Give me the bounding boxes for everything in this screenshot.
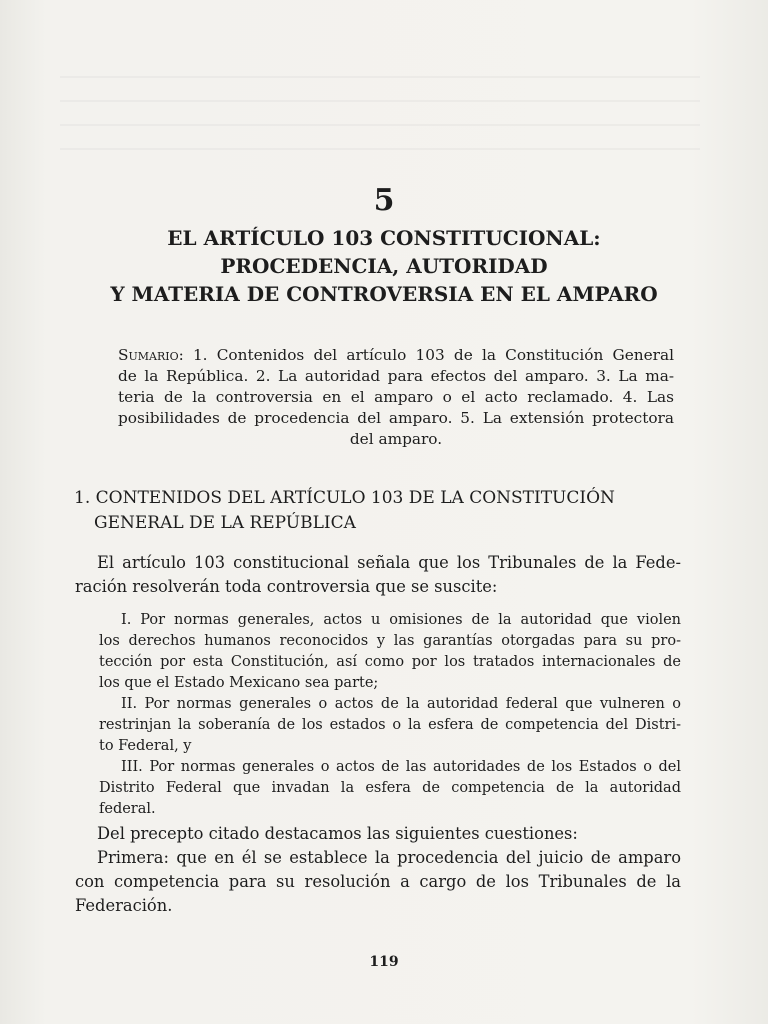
page-number: 119: [369, 954, 399, 970]
quote-line: III. Por normas generales o actos de las autoridades de los Estados o del: [121, 759, 681, 775]
bleed-through-line: [60, 100, 700, 102]
summary-line: del amparo.: [349, 430, 443, 448]
chapter-summary: [118, 345, 674, 450]
chapter-number: 5: [373, 183, 395, 218]
quote-line: tección por esta Constitución, así como por los tratados internacionales de: [99, 654, 681, 670]
quote-item-3: [99, 757, 681, 820]
chapter-title: [60, 224, 708, 308]
summary-label: Sumario:: [118, 346, 184, 364]
quote-line: to Federal, y: [99, 738, 192, 754]
closing-paragraph: [75, 822, 681, 918]
chapter-title-line: PROCEDENCIA, AUTORIDAD: [220, 254, 548, 278]
summary-line: teria de la controversia en el amparo o el acto reclamado. 4. Las: [118, 388, 674, 406]
paragraph-line: con competencia para su resolución a cargo de los Tribunales de la: [75, 872, 681, 891]
section-heading-line: GENERAL DE LA REPÚBLICA: [94, 513, 356, 533]
paragraph-line: Primera: que en él se establece la procedencia del juicio de amparo: [97, 848, 681, 867]
quote-line: restrinjan la soberanía de los estados o la esfera de competencia del Distri-: [99, 717, 681, 733]
constitution-quote: [99, 610, 681, 820]
section-heading: [74, 486, 694, 536]
chapter-title-line: EL ARTÍCULO 103 CONSTITUCIONAL:: [167, 226, 601, 250]
bleed-through-line: [60, 148, 700, 150]
quote-line: II. Por normas generales o actos de la autoridad federal que vulneren o: [121, 696, 681, 712]
quote-line: federal.: [99, 801, 156, 817]
summary-text: 1. Contenidos del artículo 103 de la Constitución General: [183, 346, 674, 364]
quote-line: Distrito Federal que invadan la esfera de competencia de la autoridad: [99, 780, 681, 796]
section-heading-line: 1. CONTENIDOS DEL ARTÍCULO 103 DE LA CONSTITUCIÓN: [74, 488, 615, 508]
summary-line: posibilidades de procedencia del amparo. 5. La extensión protectora: [118, 409, 674, 427]
paragraph-line: El artículo 103 constitucional señala que los Tribunales de la Fede-: [97, 553, 681, 572]
summary-line: de la República. 2. La autoridad para efectos del amparo. 3. La ma-: [118, 367, 674, 385]
paragraph-line: ración resolverán toda controversia que se suscite:: [75, 577, 498, 596]
quote-item-2: [99, 694, 681, 757]
intro-paragraph: [75, 551, 681, 599]
quote-line: los que el Estado Mexicano sea parte;: [99, 675, 379, 691]
paragraph-line: Del precepto citado destacamos las siguientes cuestiones:: [97, 824, 578, 843]
bleed-through-line: [60, 76, 700, 78]
quote-item-1: [99, 610, 681, 694]
quote-line: los derechos humanos reconocidos y las garantías otorgadas para su pro-: [99, 633, 681, 649]
paragraph-line: Federación.: [75, 896, 173, 915]
chapter-title-line: Y MATERIA DE CONTROVERSIA EN EL AMPARO: [110, 282, 658, 306]
bleed-through-line: [60, 124, 700, 126]
quote-line: I. Por normas generales, actos u omisiones de la autoridad que violen: [121, 612, 681, 628]
summary-line: [118, 345, 674, 366]
